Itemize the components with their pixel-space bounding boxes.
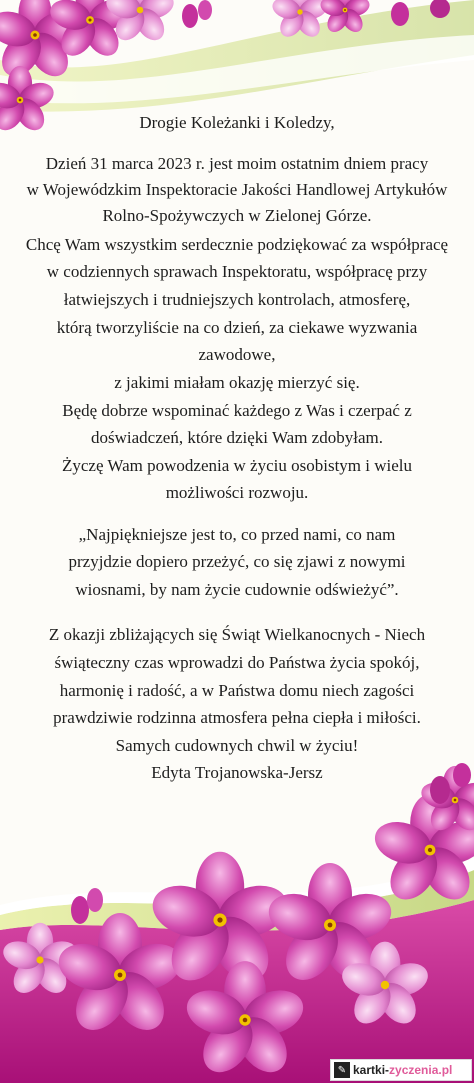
quote-line: wiosnami, by nam życie cudownie odświeżyć”. [75,580,399,599]
easter-line: prawdziwie rodzinna atmosfera pełna ciepła i miłości. [53,708,421,727]
paragraph-line: łatwiejszych i trudniejszych kontrolach, atmosferę, [63,290,411,309]
watermark-link[interactable] [330,1059,472,1081]
paragraph-line: Życzę Wam powodzenia w życiu osobistym i wielu [61,456,413,475]
easter-line: świąteczny czas wprowadzi do Państwa życia spokój, [54,653,420,672]
paragraph-line: Dzień 31 marca 2023 r. jest moim ostatnim dniem pracy [45,154,429,173]
edit-icon: ✎ [334,1062,350,1078]
easter-line: Samych cudownych chwil w życiu! [115,736,359,755]
paragraph-line: z jakimi miałam okazję mierzyć się. [114,373,360,392]
easter-line: harmonię i radość, a w Państwa domu niech zagości [59,681,415,700]
paragraph-line: doświadczeń, które dzięki Wam zdobyłam. [91,428,383,447]
quote-line: przyjdzie dopiero przeżyć, co się zjawi z nowymi [68,552,406,571]
paragraph-line: Będę dobrze wspominać każdego z Was i czerpać z [62,401,412,420]
watermark-part1: kartki- [353,1063,390,1077]
paragraph-line: którą tworzyliście na co dzień, za ciekawe wyzwania [56,318,418,337]
easter-line: Z okazji zbliżających się Świąt Wielkanocnych - Niech [48,625,426,644]
paragraph-line: możliwości rozwoju. [165,483,309,502]
greeting: Drogie Koleżanki i Koledzy, [139,113,335,132]
paragraph-line: Chcę Wam wszystkim serdecznie podziękować za współpracę [25,235,449,254]
watermark-part2: zyczenia.pl [389,1063,453,1077]
paragraph-line: w Wojewódzkim Inspektoracie Jakości Handlowej Artykułów [26,180,448,199]
paragraph-line: zawodowe, [198,345,276,364]
quote-line: „Najpiękniejsze jest to, co przed nami, co nam [78,525,396,544]
signature: Edyta Trojanowska-Jersz [151,763,323,782]
paragraph-line: Rolno-Spożywczych w Zielonej Górze. [102,206,372,225]
paragraph-line: w codziennych sprawach Inspektoratu, współpracę przy [46,262,428,281]
